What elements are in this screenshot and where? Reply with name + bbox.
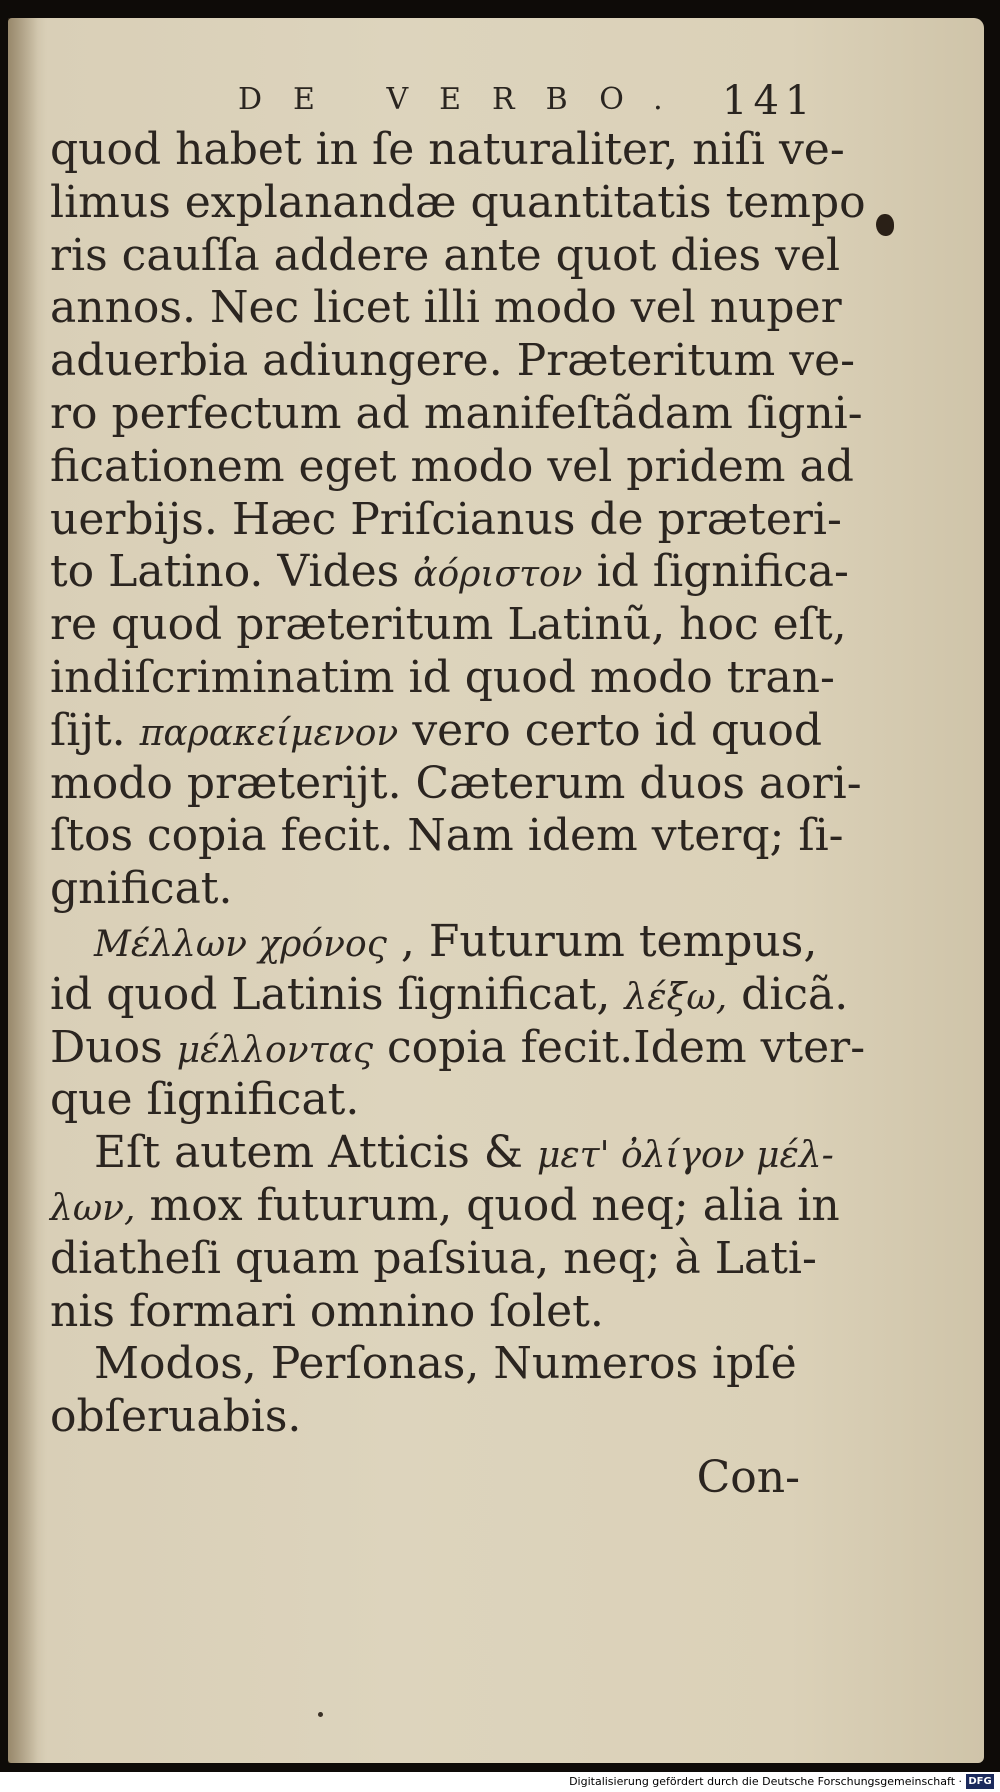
text-segment: dicã. bbox=[741, 968, 849, 1020]
page-number: 141 bbox=[722, 78, 817, 124]
text-line bbox=[50, 1021, 866, 1075]
text-line bbox=[50, 968, 849, 1022]
text-segment: vero certo id quod bbox=[412, 704, 822, 756]
text-line: modo præterijt. Cæterum duos aori- bbox=[50, 757, 862, 809]
greek-term: λέξω, bbox=[624, 976, 728, 1018]
running-title: DE VERBO. bbox=[238, 82, 694, 117]
text-segment: id quod Latinis ſignificat, bbox=[50, 968, 611, 1020]
text-line: gnificat. bbox=[50, 863, 233, 915]
catchword: Con- bbox=[696, 1451, 800, 1503]
text-line: Modos, Perſonas, Numeros ipſe bbox=[94, 1338, 797, 1390]
text-line: diatheſi quam paſsiua, neq; à Lati- bbox=[50, 1232, 817, 1284]
text-segment: copia fecit.Idem vter- bbox=[386, 1021, 866, 1073]
dfg-logo: DFG bbox=[966, 1774, 994, 1789]
text-line bbox=[50, 1179, 840, 1233]
greek-term: ἀόριστον bbox=[413, 554, 583, 596]
footer-credit: Digitalisierung gefördert durch die Deutsche Forschungsgemeinschaft · bbox=[569, 1775, 962, 1788]
text-line: ris cauſſa addere ante quot dies vel bbox=[50, 229, 841, 281]
text-segment: , Futurum tempus, bbox=[400, 915, 818, 967]
text-segment: Eſt autem Atticis & bbox=[94, 1127, 523, 1179]
text-segment: to Latino. Vides bbox=[50, 546, 400, 598]
greek-term: μέλλοντας bbox=[176, 1029, 373, 1071]
greek-term: μετ' ὀλίγον μέλ- bbox=[536, 1135, 834, 1177]
text-line: obſeruabis. bbox=[50, 1391, 302, 1443]
digitization-footer bbox=[0, 1772, 1000, 1792]
text-line bbox=[50, 704, 822, 758]
text-segment: ſijt. bbox=[50, 704, 126, 756]
text-line: annos. Nec licet illi modo vel nuper bbox=[50, 282, 842, 334]
text-line: re quod præteritum Latinũ, hoc eſt, bbox=[50, 599, 847, 651]
text-line: uerbijs. Hæc Priſcianus de præteri- bbox=[50, 493, 842, 545]
text-line: limus explanandæ quantitatis tempo bbox=[50, 176, 866, 228]
text-line bbox=[50, 1127, 834, 1180]
text-line: aduerbia adiungere. Præteritum ve- bbox=[50, 335, 855, 387]
greek-term: λων, bbox=[50, 1187, 136, 1229]
text-line: nis formari omnino ſolet. bbox=[50, 1285, 604, 1337]
text-segment: Duos bbox=[50, 1021, 163, 1073]
greek-term: παρακείμενον bbox=[139, 712, 399, 754]
greek-term: Μέλλων χρόνος bbox=[94, 923, 387, 965]
text-line: que ſignificat. bbox=[50, 1074, 360, 1126]
page-text bbox=[50, 124, 866, 1505]
text-segment: id ſignifica- bbox=[596, 546, 849, 598]
text-line: ficationem eget modo vel pridem ad bbox=[50, 440, 854, 492]
ink-blot bbox=[876, 214, 894, 236]
text-segment: mox futurum, quod neq; alia in bbox=[149, 1179, 840, 1231]
text-line: ſtos copia fecit. Nam idem vterq; ſi- bbox=[50, 810, 844, 862]
text-line bbox=[50, 546, 849, 599]
text-line: ro perfectum ad manifeſtãdam ſigni- bbox=[50, 387, 863, 439]
text-line bbox=[50, 915, 818, 969]
text-line: indiſcriminatim id quod modo tran- bbox=[50, 651, 835, 703]
text-line: quod habet in ſe naturaliter, niſi ve- bbox=[50, 124, 845, 175]
ink-speck bbox=[318, 1712, 323, 1717]
